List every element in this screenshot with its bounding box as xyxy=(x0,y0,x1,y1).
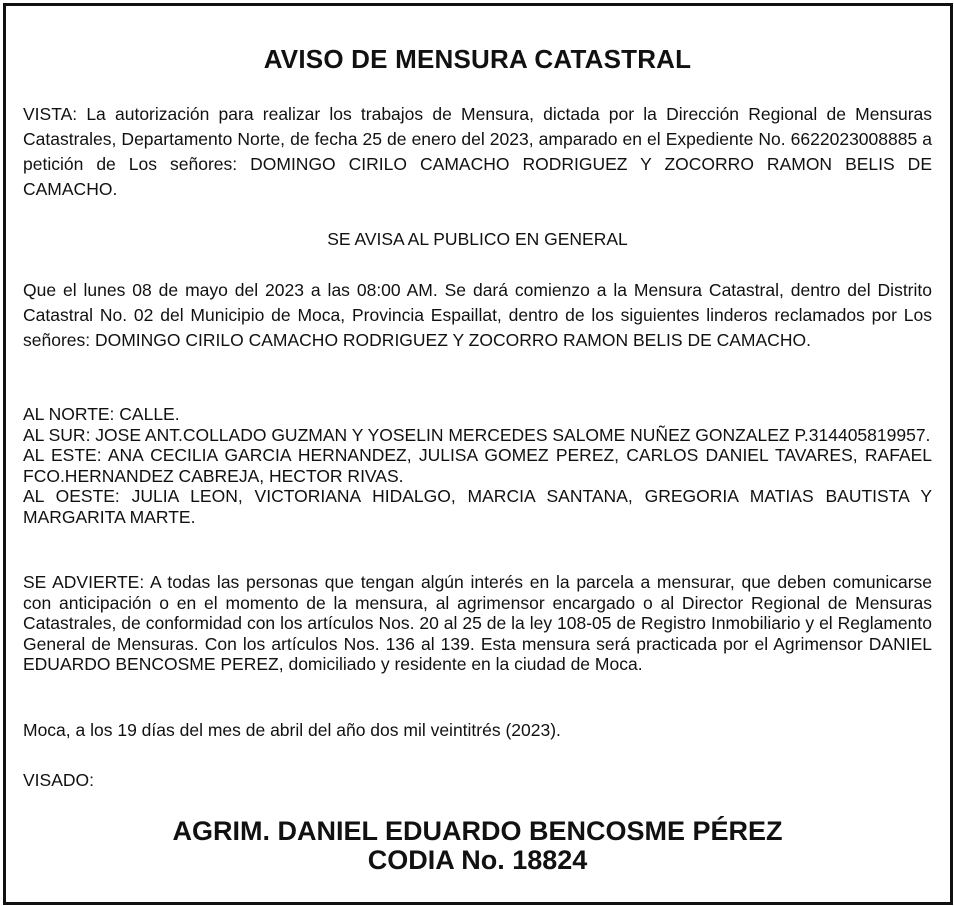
notice-title: AVISO DE MENSURA CATASTRAL xyxy=(263,44,692,74)
lindero-este: AL ESTE: ANA CECILIA GARCIA HERNANDEZ, JULISA GOMEZ PEREZ, CARLOS DANIEL TAVARES, RAFAEL FCO.HERNANDEZ CABREJA, HECTOR RIVAS. xyxy=(23,445,932,486)
lindero-norte: AL NORTE: CALLE. xyxy=(23,404,180,424)
visado-label: VISADO: xyxy=(23,770,94,790)
se-advierte-paragraph: SE ADVIERTE: A todas las personas que tengan algún interés en la parcela a mensurar, que deben comunicarse con anticipación o en el momento de la mensura, al agrimensor encargado o al Director Regional de Mensuras Catastrales, de conformidad con los artículos Nos. 20 al 25 de la ley 108-05 de Registro Inmobiliario y el Reglamento General de Mensuras. Con los artículos Nos. 136 al 139. Esta mensura será practicada por el Agrimensor DANIEL EDUARDO BENCOSME PEREZ, domiciliado y residente en la ciudad de Moca. xyxy=(23,572,932,674)
signature-codia: CODIA No. 18824 xyxy=(367,845,588,875)
vista-paragraph: VISTA: La autorización para realizar los trabajos de Mensura, dictada por la Dirección Regional de Mensuras Catastrales, Departamento Norte, de fecha 25 de enero del 2023, amparado en el Expediente No. 6622023008885 a petición de Los señores: DOMINGO CIRILO CAMACHO RODRIGUEZ Y ZOCORRO RAMON BELIS DE CAMACHO. xyxy=(23,104,932,199)
signature-name: AGRIM. DANIEL EDUARDO BENCOSME PÉREZ xyxy=(172,816,783,846)
linderos-block xyxy=(23,404,932,527)
notice-frame xyxy=(3,3,953,905)
date-line: Moca, a los 19 días del mes de abril del año dos mil veintitrés (2023). xyxy=(23,720,561,740)
se-avisa-heading: SE AVISA AL PUBLICO EN GENERAL xyxy=(327,229,628,249)
lindero-oeste: AL OESTE: JULIA LEON, VICTORIANA HIDALGO, MARCIA SANTANA, GREGORIA MATIAS BAUTISTA Y MARGARITA MARTE. xyxy=(23,486,932,527)
lindero-sur: AL SUR: JOSE ANT.COLLADO GUZMAN Y YOSELIN MERCEDES SALOME NUÑEZ GONZALEZ P.314405819957. xyxy=(23,424,931,445)
que-paragraph: Que el lunes 08 de mayo del 2023 a las 08:00 AM. Se dará comienzo a la Mensura Catastral, dentro del Distrito Catastral No. 02 del Municipio de Moca, Provincia Espaillat, dentro de los siguientes linderos reclamados por Los señores: DOMINGO CIRILO CAMACHO RODRIGUEZ Y ZOCORRO RAMON BELIS DE CAMACHO. xyxy=(23,280,932,350)
